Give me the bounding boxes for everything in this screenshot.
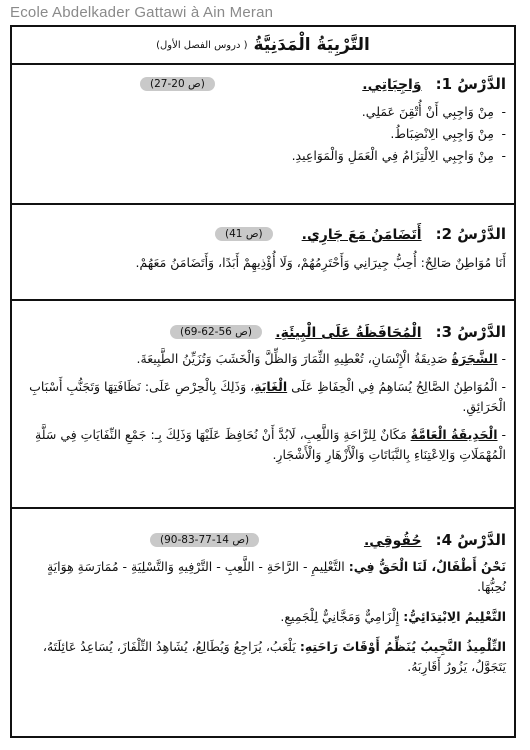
lesson-4-p1-text: التَّعْلِيمِ - الرَّاحَةِ - اللَّعِبِ - التَّرْفِيهِ وَالتَّسْلِيَةِ - مُمَارَسَةِ هِوَايَةٍ نُحِبُّهَا.: [46, 559, 506, 594]
lesson-4-paragraph-2: [20, 607, 506, 627]
page-header: [12, 27, 514, 65]
lesson-4-pages: (ص 14-77-83-90): [150, 533, 259, 547]
list-item: - مِنْ وَاجِبِي الِانْضِبَاطُ.: [20, 123, 506, 145]
lesson-4-p2-heading: التَّعْلِيمُ الِابْتِدَائِيُّ:: [403, 609, 506, 624]
lesson-3-pages: (ص 56-62-69): [170, 325, 262, 339]
page-title: التَّرْبِيَةُ الْمَدَنِيَّةُ: [253, 35, 370, 55]
lesson-3-p2-text-a: الْمُوَاطِنُ الصَّالِحُ يُسَاهِمُ فِي الْحِفَاظِ عَلَى: [287, 379, 498, 394]
lesson-3-title: الْمُحَافَظَةُ عَلَى الْبِيئَةِ.: [275, 325, 422, 341]
lesson-3-number: الدَّرْسُ 3:: [435, 323, 506, 341]
document-sheet: [10, 25, 516, 738]
keyword-tree: الشَّجَرَةُ: [451, 351, 498, 366]
lesson-4-p3-text: يَلْعَبُ، يُرَاجِعُ وَيُطَالِعُ، يُشَاهِدُ التِّلْفَازَ، يُسَاعِدُ عَائِلَتَهُ، يَتَجَوَّلُ، يَزُورُ أَقَارِبَهُ.: [42, 639, 506, 674]
lesson-4-paragraph-1: [20, 557, 506, 597]
lesson-2-box: [12, 205, 514, 301]
keyword-forest: الْغَابَةِ: [254, 379, 288, 394]
lesson-1-pages: (ص 20-27): [140, 77, 215, 91]
lesson-4-paragraph-3: [20, 637, 506, 677]
list-item: - مِنْ وَاجِبِي الِالْتِزَامُ فِي الْعَمَلِ وَالْمَوَاعِيدِ.: [20, 145, 506, 167]
lesson-3-p1-text: صَدِيقَةُ الْإِنْسَانِ، تُعْطِيهِ الثِّمَارَ وَالظِّلَّ وَالْخَشَبَ وَتُزَيِّنُ الطَّبِيعَةَ.: [136, 351, 452, 366]
lesson-4-p1-heading: نَحْنُ أَطْفَالٌ، لَنَا الْحَقُّ فِي:: [348, 559, 506, 574]
lesson-3-box: [12, 301, 514, 509]
lesson-4-p2-text: إِلْزَامِيٌّ وَمَجَّانِيٌّ لِلْجَمِيعِ.: [280, 609, 404, 624]
lesson-3-paragraph-2: - الْمُوَاطِنُ الصَّالِحُ يُسَاهِمُ فِي الْحِفَاظِ عَلَى الْغَابَةِ، وَذَلِكَ بِالْحِرْصِ عَلَى: نَظَافَتِهَا وَتَجَنُّبِ أَسْبَابِ الْحَرَائِقِ.: [29, 379, 506, 414]
lesson-3-p2-text-b: ، وَذَلِكَ بِالْحِرْصِ عَلَى: نَظَافَتِهَا وَتَجَنُّبِ أَسْبَابِ الْحَرَائِقِ.: [29, 379, 506, 414]
lesson-1-title: وَاجِبَاتِي.: [362, 77, 422, 93]
lesson-4-title: حُقُوقِي.: [363, 533, 422, 549]
page-subtitle: ( دروس الفصل الأول): [156, 39, 248, 51]
lesson-2-text: أَنَا مُوَاطِنٌ صَالِحٌ: أُحِبُّ جِيرَانِي وَأَحْتَرِمُهُمْ، وَلَا أُؤْذِيهِمْ أَبَدًا، وَأَتَضَامَنُ مَعَهُمْ.: [135, 255, 506, 270]
lesson-3-p3-text: مَكَانٌ لِلرَّاحَةِ وَاللَّعِبِ، لَابُدَّ أَنْ نُحَافِظَ عَلَيْهَا وَذَلِكَ بِـ: جَمْعِ النِّفَايَاتِ فِي سَلَّةِ الْمُهْمَلَاتِ وَالِاعْتِنَاءِ بِالنَّبَاتَاتِ وَالْأَزْهَارِ وَالْأَشْجَارِ.: [35, 427, 506, 462]
lesson-2-pages: (ص 41): [215, 227, 273, 241]
lesson-1-box: [12, 63, 514, 205]
lesson-2-title: أَتَضَامَنُ مَعَ جَارِي.: [301, 227, 422, 243]
keyword-public-garden: الْحَدِيقَةُ الْعَامَّةُ: [410, 427, 498, 442]
lesson-4-box: [12, 509, 514, 736]
watermark: Ecole Abdelkader Gattawi à Ain Meran: [10, 4, 274, 21]
lesson-2-number: الدَّرْسُ 2:: [435, 225, 506, 243]
lesson-1-list: [20, 101, 506, 167]
lesson-3-paragraph-3: - الْحَدِيقَةُ الْعَامَّةُ مَكَانٌ لِلرَّاحَةِ وَاللَّعِبِ، لَابُدَّ أَنْ نُحَافِظَ عَلَيْهَا وَذَلِكَ بِـ: جَمْعِ النِّفَايَاتِ فِي سَلَّةِ الْمُهْمَلَاتِ وَالِاعْتِنَاءِ بِالنَّبَاتَاتِ وَالْأَزْهَارِ وَالْأَشْجَارِ.: [35, 427, 506, 462]
lesson-3-paragraph-1: - الشَّجَرَةُ صَدِيقَةُ الْإِنْسَانِ، تُعْطِيهِ الثِّمَارَ وَالظِّلَّ وَالْخَشَبَ وَتُزَيِّنُ الطَّبِيعَةَ.: [136, 351, 506, 366]
list-item: - مِنْ وَاجِبِي أَنْ أُتْقِنَ عَمَلِي.: [20, 101, 506, 123]
lesson-4-number: الدَّرْسُ 4:: [435, 531, 506, 549]
lesson-1-number: الدَّرْسُ 1:: [435, 75, 506, 93]
lesson-4-p3-heading: التِّلْمِيذُ النَّجِيبُ يُنَظِّمُ أَوْقَاتَ رَاحَتِهِ:: [299, 639, 506, 654]
